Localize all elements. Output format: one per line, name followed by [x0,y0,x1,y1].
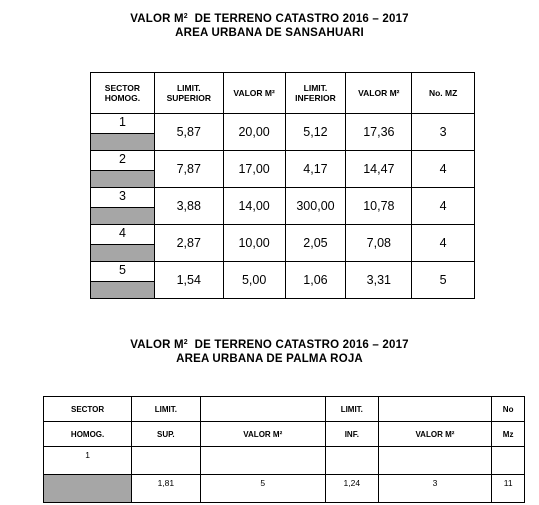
cell-valor2: 3 [378,475,492,503]
cell-valor2: 3,31 [346,262,412,299]
cell-valor2: 17,36 [346,114,412,151]
cell-lim-sup: 1,81 [132,475,200,503]
cell-mz: 3 [412,114,475,151]
header-lim-inf: LIMIT. INFERIOR [285,73,346,114]
header-valor2: VALOR M² [378,422,492,447]
header-mz: No [492,397,525,422]
header-lim-inf: LIMIT. [326,397,379,422]
header-lim-inf: INF. [326,422,379,447]
title1-sup: 2 [183,13,188,20]
cell-lim-inf: 5,12 [285,114,346,151]
table-row [44,475,525,503]
shaded-block [91,134,154,150]
sector-cell: 3 [91,188,155,225]
cell-valor: 10,00 [223,225,285,262]
cell-lim-sup: 2,87 [154,225,223,262]
cell-valor2: 7,08 [346,225,412,262]
cell-mz: 11 [492,475,525,503]
table-header-row [44,422,525,447]
table-header-row [91,73,475,114]
cell-valor2: 10,78 [346,188,412,225]
table-row [91,114,475,151]
header-lim-sup: LIMIT. [132,397,200,422]
title-sansahuari [0,10,539,40]
cell-lim-sup: 3,88 [154,188,223,225]
cell-mz: 5 [412,262,475,299]
cell-sector: 1 [44,447,132,475]
header-valor: VALOR M² [200,422,326,447]
header-lim-sup: SUP. [132,422,200,447]
cell-lim-inf: 4,17 [285,151,346,188]
table-row [91,262,475,299]
table-row [91,225,475,262]
header-mz: Mz [492,422,525,447]
cell-lim-sup: 7,87 [154,151,223,188]
title2-sup: 2 [183,339,188,346]
shaded-block [44,475,132,503]
header-valor2: VALOR M² [346,73,412,114]
cell-mz: 4 [412,151,475,188]
cell-lim-inf: 1,24 [326,475,379,503]
table-row [44,447,525,475]
cell-valor: 5,00 [223,262,285,299]
title1-line1-prefix: VALOR M [130,13,184,25]
sector-cell: 5 [91,262,155,299]
table-row [91,188,475,225]
cell-lim-inf: 300,00 [285,188,346,225]
title2-line1-suffix: DE TERRENO CATASTRO 2016 – 2017 [187,339,409,351]
cell-mz: 4 [412,188,475,225]
title1-line1-suffix: DE TERRENO CATASTRO 2016 – 2017 [187,13,409,25]
cell-valor: 17,00 [223,151,285,188]
header-mz: No. MZ [412,73,475,114]
table-header-row [44,397,525,422]
shaded-block [91,245,154,261]
header-valor: VALOR M² [223,73,285,114]
header-lim-sup: LIMIT. SUPERIOR [154,73,223,114]
cell-valor: 14,00 [223,188,285,225]
header-valor [200,397,326,422]
cell-lim-inf: 2,05 [285,225,346,262]
shaded-block [91,282,154,298]
header-sector: SECTOR HOMOG. [91,73,155,114]
title-palma-roja [0,336,539,366]
sector-cell: 1 [91,114,155,151]
cell-lim-sup: 1,54 [154,262,223,299]
table-row [91,151,475,188]
cell-valor2: 14,47 [346,151,412,188]
cell-lim-inf: 1,06 [285,262,346,299]
shaded-block [91,171,154,187]
title2-line1-prefix: VALOR M [130,339,184,351]
header-sector: SECTOR [44,397,132,422]
table-palma-roja [43,396,525,503]
shaded-block [91,208,154,224]
cell-mz: 4 [412,225,475,262]
cell-valor: 5 [200,475,326,503]
title2-line2: AREA URBANA DE PALMA ROJA [176,353,363,365]
cell-lim-sup: 5,87 [154,114,223,151]
sector-cell: 2 [91,151,155,188]
header-sector: HOMOG. [44,422,132,447]
header-valor2 [378,397,492,422]
title1-line2: AREA URBANA DE SANSAHUARI [175,27,364,39]
table-sansahuari [90,72,475,299]
sector-cell: 4 [91,225,155,262]
cell-valor: 20,00 [223,114,285,151]
